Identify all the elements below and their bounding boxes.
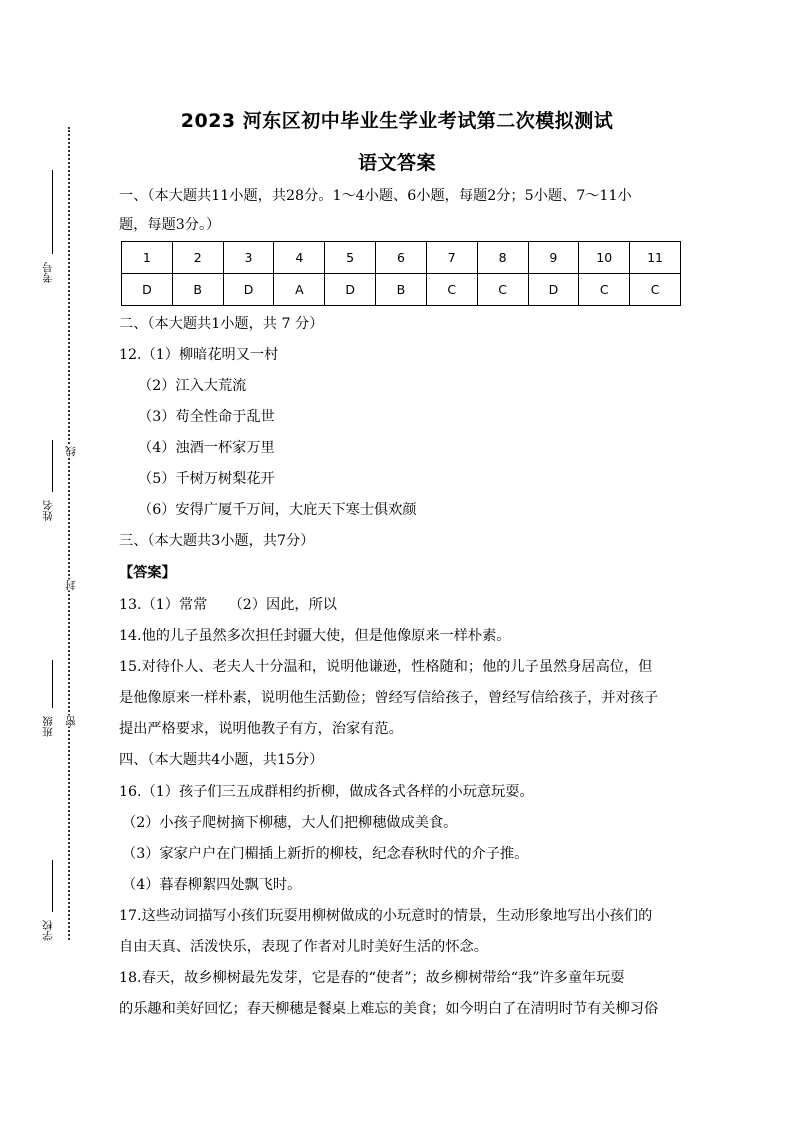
list-item: （4）浊酒一杯家万里 bbox=[138, 440, 275, 456]
answer-16-2: （2）小孩子爬树摘下柳穗，大人们把柳穗做成美食。 bbox=[122, 815, 458, 831]
page-title: 2023 河东区初中毕业生学业考试第二次模拟测试 bbox=[180, 110, 614, 132]
secret-mark: 密 bbox=[65, 716, 77, 727]
table-cell: 4 bbox=[274, 242, 325, 274]
answer-18-cont: 的乐趣和美好回忆；春天柳穗是餐桌上难忘的美食；如今明白了在清明时节有关柳习俗 bbox=[119, 1001, 659, 1017]
answer-16-3: （3）家家户户在门楣插上新折的柳枝，纪念春秋时代的介子推。 bbox=[122, 846, 529, 862]
exam-number-line bbox=[52, 170, 53, 254]
table-cell: 6 bbox=[376, 242, 427, 274]
table-cell: 2 bbox=[172, 242, 223, 274]
table-row-numbers bbox=[122, 242, 681, 274]
table-cell: C bbox=[426, 274, 477, 306]
list-item: （6）安得广厦千万间，大庇天下寒士俱欢颜 bbox=[138, 502, 417, 518]
table-cell: B bbox=[172, 274, 223, 306]
list-item: 12.（1）柳暗花明又一村 bbox=[119, 347, 279, 363]
table-cell: B bbox=[376, 274, 427, 306]
answer-16-1: 16.（1）孩子们三五成群相约折柳，做成各式各样的小玩意玩耍。 bbox=[119, 784, 534, 800]
table-row-answers bbox=[122, 274, 681, 306]
section3-heading: 三、（本大题共3小题，共7分） bbox=[119, 533, 315, 549]
answer-16-4: （4）暮春柳絮四处飘飞时。 bbox=[122, 877, 302, 893]
table-cell: A bbox=[274, 274, 325, 306]
answer-tag: 【答案】 bbox=[119, 565, 176, 581]
answer-15-cont: 提出严格要求，说明他教子有方，治家有范。 bbox=[119, 721, 403, 737]
table-cell: 8 bbox=[477, 242, 528, 274]
table-cell: 3 bbox=[223, 242, 274, 274]
page-subtitle: 语文答案 bbox=[357, 152, 436, 174]
class-label: 班级 bbox=[42, 716, 54, 737]
seal-mark: 封 bbox=[65, 580, 77, 591]
table-cell: D bbox=[325, 274, 376, 306]
answer-15-cont: 是他像原来一样朴素，说明他生活勤俭；曾经写信给孩子，曾经写信给孩子，并对孩子 bbox=[119, 690, 659, 706]
table-cell: D bbox=[528, 274, 579, 306]
section4-heading: 四、（本大题共4小题，共15分） bbox=[119, 752, 324, 768]
name-line bbox=[52, 440, 53, 492]
list-item: （5）千树万树梨花开 bbox=[138, 471, 275, 487]
class-line bbox=[52, 660, 53, 708]
answer-13: 13.（1）常常 （2）因此，所以 bbox=[119, 597, 337, 613]
table-cell: D bbox=[122, 274, 173, 306]
list-item: （3）苟全性命于乱世 bbox=[138, 409, 275, 425]
table-cell: C bbox=[630, 274, 681, 306]
table-cell: D bbox=[223, 274, 274, 306]
name-label: 姓名 bbox=[42, 500, 54, 521]
answer-18: 18.春天，故乡柳树最先发芽，它是春的“使者”；故乡柳树带给“我”许多童年玩耍 bbox=[119, 970, 625, 986]
section2-heading: 二、（本大题共1小题，共 7 分） bbox=[119, 316, 324, 332]
answer-15: 15.对待仆人、老夫人十分温和，说明他谦逊，性格随和；他的儿子虽然身居高位，但 bbox=[119, 659, 653, 675]
school-line bbox=[52, 860, 53, 912]
section1-heading-cont: 题，每题3分。） bbox=[119, 217, 221, 233]
section1-heading: 一、（本大题共11小题，共28分。1～4小题、6小题，每题2分；5小题、7～11小 bbox=[119, 188, 632, 204]
table-cell: 7 bbox=[426, 242, 477, 274]
answer-14: 14.他的儿子虽然多次担任封疆大使，但是他像原来一样朴素。 bbox=[119, 628, 511, 644]
answer-17: 17.这些动词描写小孩们玩耍用柳树做成的小玩意时的情景，生动形象地写出小孩们的 bbox=[119, 908, 653, 924]
table-cell: 1 bbox=[122, 242, 173, 274]
list-item: （2）江入大荒流 bbox=[138, 378, 247, 394]
table-cell: 11 bbox=[630, 242, 681, 274]
table-cell: 5 bbox=[325, 242, 376, 274]
school-label: 学校 bbox=[42, 920, 54, 941]
exam-number-label: 考号 bbox=[42, 262, 54, 283]
table-cell: C bbox=[579, 274, 630, 306]
table-cell: 10 bbox=[579, 242, 630, 274]
seal-line-mark: 线 bbox=[65, 446, 77, 457]
binding-dotted-line bbox=[68, 127, 70, 940]
answer-table bbox=[121, 241, 681, 306]
answer-17-cont: 自由天真、活泼快乐，表现了作者对儿时美好生活的怀念。 bbox=[119, 939, 488, 955]
table-cell: C bbox=[477, 274, 528, 306]
table-cell: 9 bbox=[528, 242, 579, 274]
